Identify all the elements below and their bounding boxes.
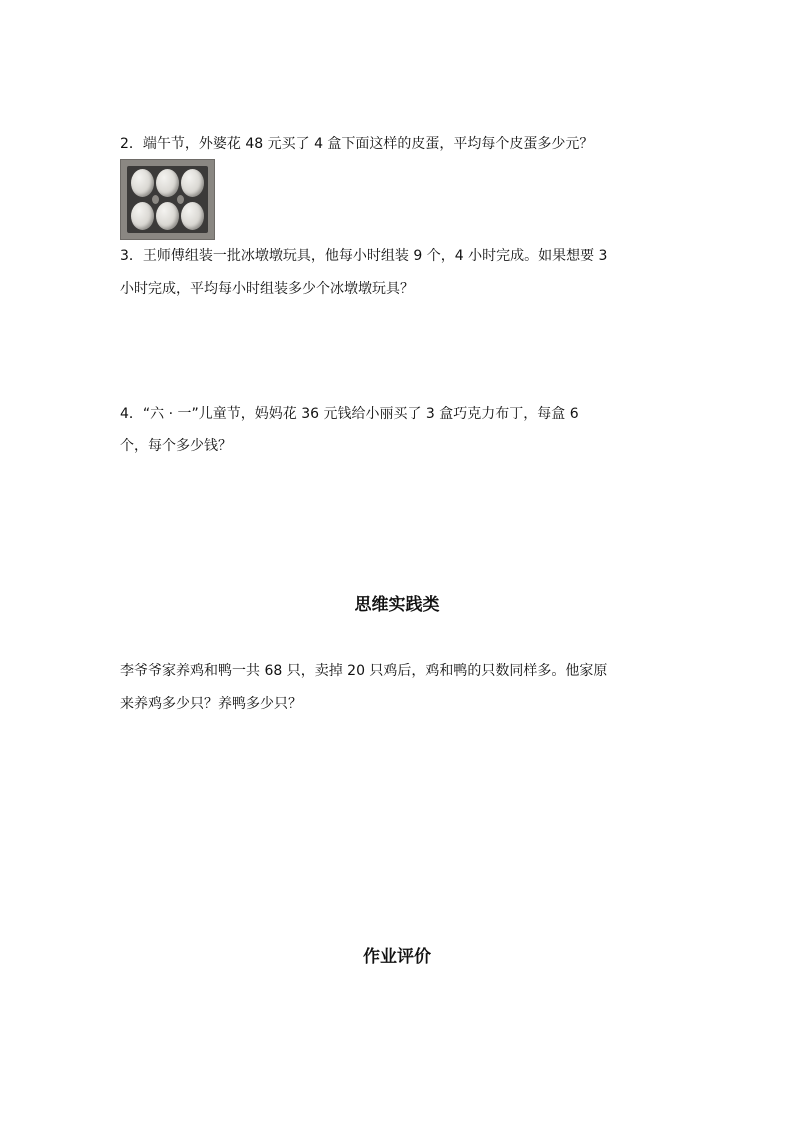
problem-3-line-2: 小时完成，平均每小时组装多少个冰墩墩玩具？ <box>120 281 414 297</box>
egg-icon <box>181 169 204 197</box>
egg-icon <box>156 169 179 197</box>
problem-3-line-1: 3．王师傅组装一批冰墩墩玩具，他每小时组装 9 个，4 小时完成。如果想要 3 <box>120 248 608 264</box>
section-title-thinking: 思维实践类 <box>354 595 440 615</box>
thinking-problem-line-2: 来养鸡多少只？养鸭多少只？ <box>120 696 302 712</box>
egg-icon <box>181 202 204 230</box>
thinking-problem-line-1: 李爷爷家养鸡和鸭一共 68 只，卖掉 20 只鸡后，鸡和鸭的只数同样多。他家原 <box>120 663 608 679</box>
egg-box-image <box>120 159 215 240</box>
problem-2-text: 2．端午节，外婆花 48 元买了 4 盒下面这样的皮蛋，平均每个皮蛋多少元？ <box>120 136 594 152</box>
problem-4-line-2: 个，每个多少钱？ <box>120 438 232 454</box>
egg-icon <box>156 202 179 230</box>
tray-divider <box>177 195 184 204</box>
tray-divider <box>152 195 159 204</box>
egg-tray <box>127 166 208 233</box>
egg-icon <box>131 202 154 230</box>
egg-icon <box>131 169 154 197</box>
section-title-evaluation: 作业评价 <box>363 947 431 967</box>
problem-4-line-1: 4．“六 · 一”儿童节，妈妈花 36 元钱给小丽买了 3 盒巧克力布丁，每盒 6 <box>120 406 579 422</box>
